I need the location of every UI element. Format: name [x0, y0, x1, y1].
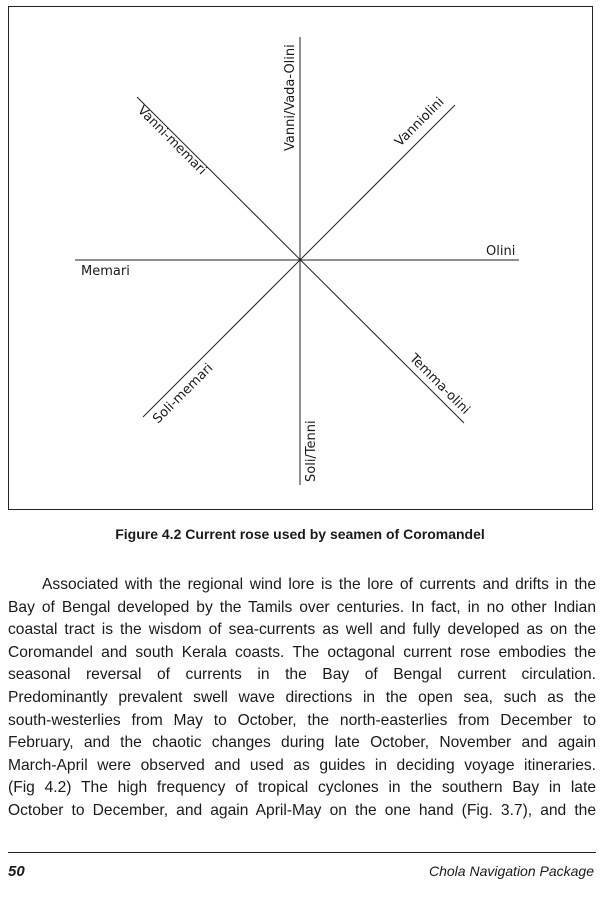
paragraph-line: October to December, and again April-May on the one hand (Fig. 3.7), and the	[8, 801, 596, 819]
label-south: Soli/Tenni	[304, 420, 319, 482]
paragraph-line: Bay of Bengal developed by the Tamils over centuries. In fact, in no other Indian	[8, 598, 596, 616]
paragraph-line: February, and the chaotic changes during late October, November and again	[8, 734, 596, 752]
label-northwest: Vanni-memari	[134, 103, 210, 179]
footer-rule	[8, 852, 596, 853]
current-rose-figure	[8, 6, 593, 510]
current-rose-diagram	[9, 7, 594, 511]
page-number: 50	[8, 863, 25, 880]
label-north: Vanni/Vada-Olini	[283, 44, 298, 151]
label-southwest: Soli-memari	[150, 360, 217, 427]
running-title: Chola Navigation Package	[429, 863, 594, 879]
paragraph-line: (Fig 4.2) The high frequency of tropical cyclones in the southern Bay in late	[8, 779, 596, 797]
paragraph-line: Predominantly prevalent swell wave directions in the open sea, such as the	[8, 688, 596, 706]
paragraph-line: seasonal reversal of currents in the Bay of Bengal current circulation.	[8, 666, 596, 684]
label-southeast: Temma-olini	[406, 351, 473, 418]
paragraph-line: coastal tract is the wisdom of sea-currents as well and fully developed as on the	[8, 621, 596, 639]
paragraph-line: south-westerlies from May to October, the north-easterlies from December to	[8, 711, 596, 729]
label-east: Olini	[486, 244, 516, 259]
paragraph-line: Coromandel and south Kerala coasts. The octagonal current rose embodies the	[8, 643, 596, 661]
label-northeast: Vanniolini	[392, 94, 448, 150]
paragraph-line: Associated with the regional wind lore is the lore of currents and drifts in the	[42, 576, 596, 593]
figure-caption: Figure 4.2 Current rose used by seamen of Coromandel	[115, 526, 485, 542]
body-paragraph	[8, 574, 596, 823]
label-west: Memari	[81, 264, 130, 279]
paragraph-line: March-April were observed and used as guides in deciding voyage itineraries.	[8, 756, 596, 774]
